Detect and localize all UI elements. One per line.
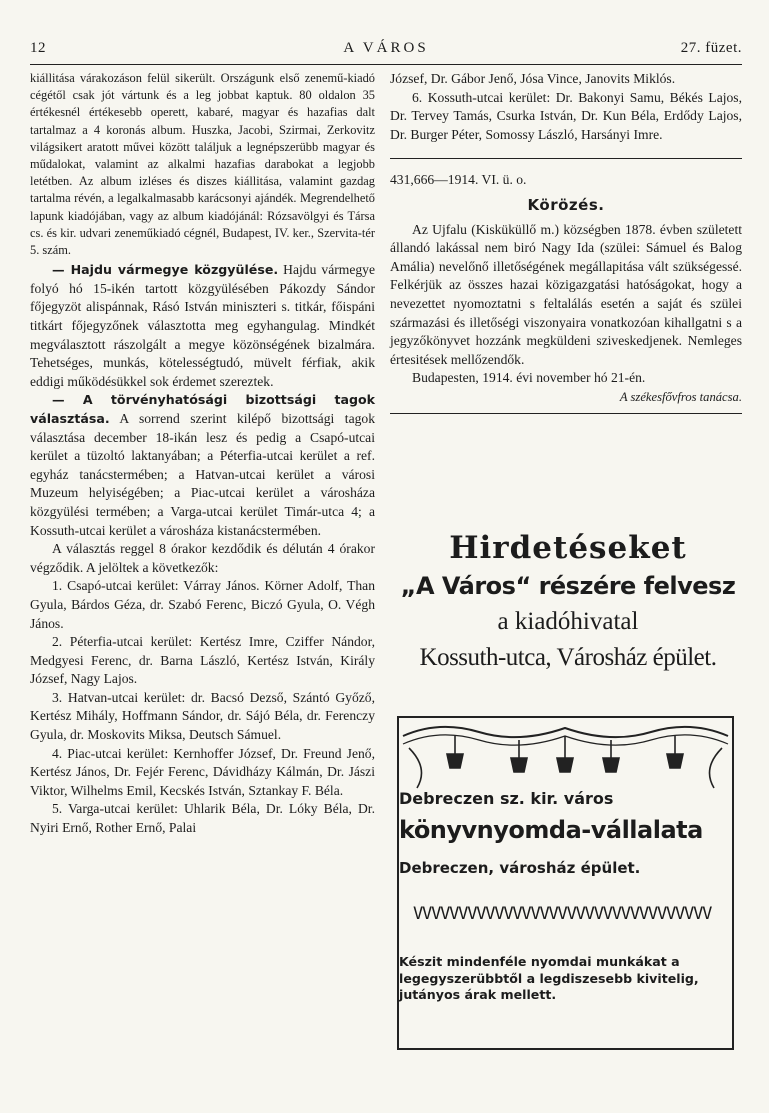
candidate-list-item: 5. Varga-utcai kerület: Uhlarik Béla, Dr. Lóky Béla, Dr. Nyiri Ernő, Rother Ernő, Palai [30, 801, 375, 836]
album-review-paragraph: kiállitása várakozáson felül sikerült. Országunk első zenemű-kiadó cégétől csak jót vártunk és a leg jobbat kaptuk. 80 oldalon 35 értékesnél értékesebb operett, kabaré, magyar és hazafias dalt tartalmaz a 4 koronás album. Huszka, Jacobi, Szirmai, Zerkovitz világsikert aratott művei között találjuk a legnépszerübb magyar és műdalokat, valamint az alkalmi hazafias darabokat a legjobb letétben. Az album izléses és diszes kiállitása, valamint gazdag tartalma révén, a legalkalmasabb karácsonyi ajándék. Megrendelhető lapunk kiadójában, vagy az album kiadójánál: Rózsavölgyi és Társa cs. és kir. udvari zeneműkiadó cégnél, Budapest, IV. ker., Szervita-tér 5. szám. [30, 71, 375, 258]
journal-title: A VÁROS [343, 40, 429, 56]
candidate-list-item: 3. Hatvan-utcai kerület: dr. Bacsó Dezső, Szántó Győző, Kertész Mihály, Hoffmann Sándor, dr. Sájó Béla, dr. Ferenczy Gyula, dr. Moskovits Miksa, Deutsch Sámuel. [30, 689, 375, 743]
print-shop-name: könyvnyomda-vállalata [399, 816, 703, 844]
candidate-continuation: József, Dr. Gábor Jenő, Jósa Vince, Janovits Miklós. [390, 71, 676, 86]
notice-number: 431,666—1914. VI. ü. o. [390, 172, 527, 188]
print-shop-line-1: Debreczen sz. kir. város [399, 789, 614, 808]
page-header [30, 36, 742, 62]
issue-label: 27. füzet. [680, 40, 742, 56]
candidate-list-item: 2. Péterfia-utcai kerület: Kertész Imre, Cziffer Nándor, Medgyesi Ferenc, dr. Barna László, Kertész István, Király József, Nagy Lajos. [30, 634, 375, 687]
print-shop-address: Debreczen, városház épület. [399, 859, 641, 877]
advert-line-3: a kiadóhivatal [497, 608, 639, 635]
candidate-list-item: 6. Kossuth-utcai kerület: Dr. Bakonyi Samu, Békés Lajos, Dr. Tervey Tamás, Csurka István, Dr. Kun Béla, Erdődy Lajos, Dr. Burger Péter, Somossy László, Harsányi Imre. [390, 89, 742, 142]
election-time: A választás reggel 8 órakor kezdődik és délután 4 órakor végződik. A jelöltek a következők: [30, 541, 375, 575]
advert-headline: Hirdetéseket [449, 530, 687, 566]
hajdu-text: Hajdu vármegye folyó hó 15-ikén tartott közgyülésében Pákozdy Sándor főjegyzöt alispánnak, Rásó István miniszteri s. titkár, főispáni titkárt főjegyzőnek választotta meg egyhangulag. Mindkét megválasztott rászolgált a megye közönségének bizalmára. Tehetséges, munkás, kötelességtudó, müvelt férfiak, akik eddigi működésükkel sok érdemet szereztek. [30, 262, 375, 389]
notice-signature: A székesfővfros tanácsa. [619, 389, 742, 404]
page-number: 12 [30, 40, 46, 56]
ornament-row: VVVVVVVVVVVVVVVVVVVVVVVVVVVVVVVVV [413, 904, 712, 924]
candidate-list-item: 1. Csapó-utcai kerület: Várray János. Körner Adolf, Than Gyula, Bárdos Géza, dr. Szabó Ferenc, Biczó Gyula, O. Végh János. [30, 578, 375, 631]
election-text: A sorrend szerint kilépő bizottsági tagok választása december 18-ikán lesz és pedig a Csapó-utcai kerület a tüzoltó laktanyában; a Péterfia-utcai kerület a ref. egyház tanácstermében; a Hatvan-utcai kerület a városi Muzeum helyiségében; a Piac-utcai kerület a városháza közgyülési termében; a Varga-utcai kerület Timár-utca 4; a Kossuth-utcai kerület a városháza kistanácstermében. [30, 410, 375, 538]
divider [390, 158, 742, 159]
divider [390, 413, 742, 414]
advert-line-2: „A Város“ részére felvesz [400, 572, 736, 600]
ornament-lamps-icon [399, 718, 732, 798]
candidate-list-item: 4. Piac-utcai kerület: Kernhoffer József, Dr. Freund Jenő, Kertész János, Dr. Fejér Ferenc, Dávidházy Kálmán, Dr. Jászi Viktor, Wilhelms Emil, Kecskés István, Sztankay F. Béla. [30, 745, 375, 798]
hajdu-lead: — Hajdu vármegye közgyülése. [52, 262, 279, 278]
election-paragraph [30, 391, 375, 540]
hajdu-paragraph [30, 261, 375, 391]
advertising-notice [393, 530, 743, 672]
print-shop-slogan: Készit mindenféle nyomdai munkákat a legegyszerübbtől a legdiszesebb kivitelig, jutányos árak mellett. [399, 954, 699, 1002]
right-column [390, 70, 742, 414]
print-shop-ad [397, 716, 734, 1050]
korozes-heading: Körözés. [527, 195, 605, 214]
advert-line-4: Kossuth-utca, Városház épület. [419, 644, 717, 671]
election-lead: — A törvényhatósági bizottsági tagok választása. [30, 392, 375, 426]
korozes-text: Az Ujfalu (Kisküküllő m.) községben 1878. évben született állandó lakással nem biró Nagy Ida (szülei: Sámuel és Balog Amália) nevelőnő illetőségének megállapitása vált szükségessé. Felkérjük az összes hazai közigazgatási hatóságokat, hogy a nevezettet nyomoztatni s feltalálás esetén a saját és szülei származási és illetőségi viszonyaira vonatkozóan kihallgatni s a jegyzőkönyvet hozzánk megküldeni sziveskedjenek. Nemleges értesitések mellőzendők. [390, 221, 742, 367]
notice-date: Budapesten, 1914. évi november hó 21-én. [412, 370, 646, 386]
header-rule [30, 64, 742, 65]
left-column [30, 70, 375, 838]
